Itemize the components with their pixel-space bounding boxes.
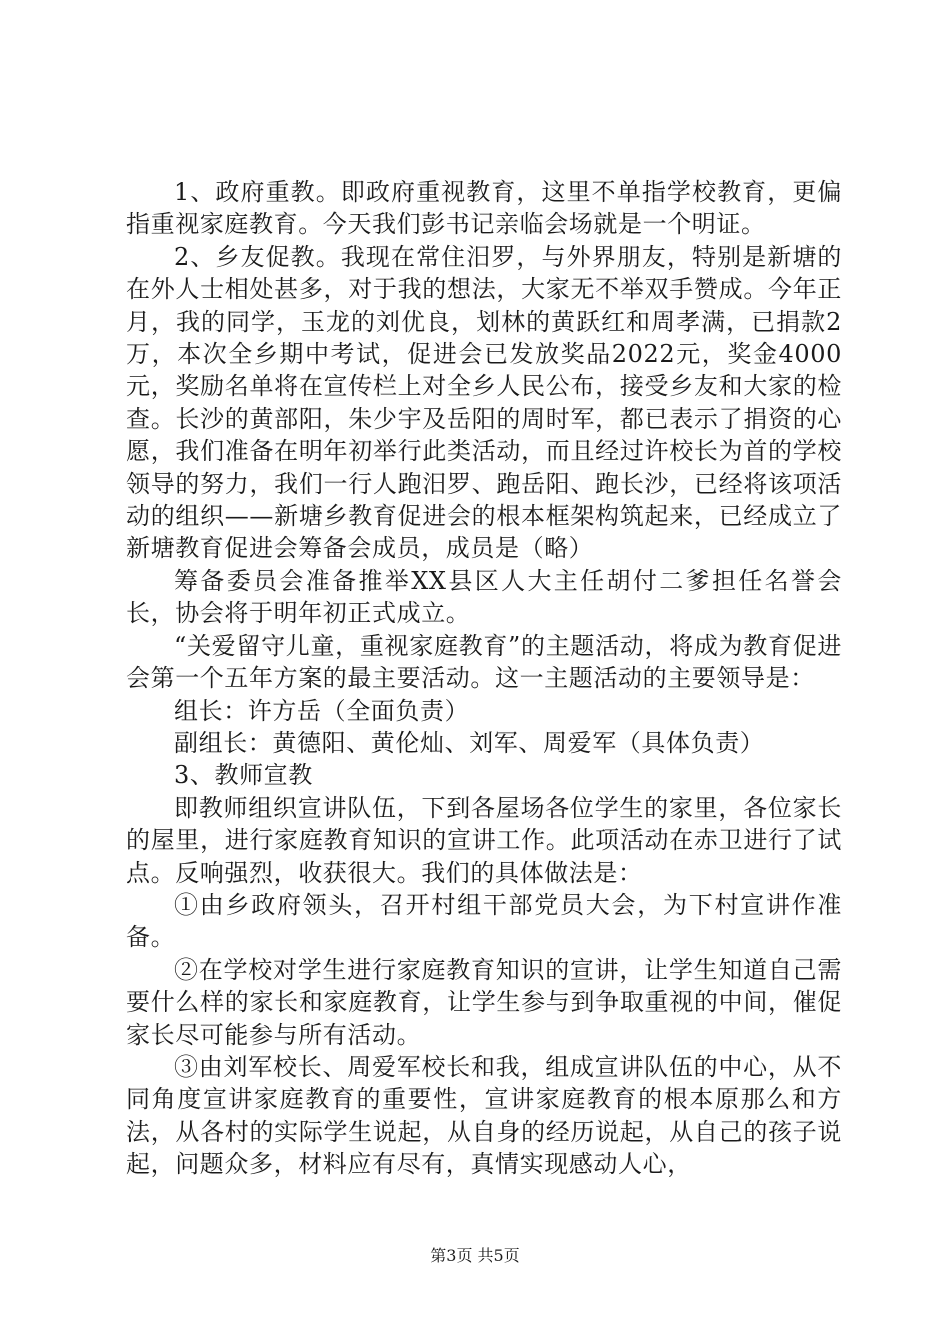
paragraph-step-1: ①由乡政府领头，召开村组干部党员大会，为下村宣讲作准备。	[126, 890, 842, 952]
paragraph-preparatory-committee: 筹备委员会准备推举XX县区人大主任胡付二爹担任名誉会长，协会将于明年初正式成立。	[126, 566, 842, 628]
paragraph-friends-promotion: 2、乡友促教。我现在常住汨罗，与外界朋友，特别是新塘的在外人士相处甚多，对于我的想法，大家无不举双手赞成。今年正月，我的同学，玉龙的刘优良，划林的黄跃红和周孝满，已捐款2万，本次全乡期中考试，促进会已发放奖品2022元，奖金4000元，奖励名单将在宣传栏上对全乡人民公布，接受乡友和大家的检查。长沙的黄部阳，朱少宇及岳阳的周时军，都已表示了捐资的心愿，我们准备在明年初举行此类活动，而且经过许校长为首的学校领导的努力，我们一行人跑汨罗、跑岳阳、跑长沙，已经将该项活动的组织——新塘乡教育促进会的根本框架构筑起来，已经成立了新塘教育促进会筹备会成员，成员是（略）	[126, 242, 842, 563]
page-number-footer: 第3页 共5页	[430, 1246, 520, 1265]
paragraph-teacher-description: 即教师组织宣讲队伍，下到各屋场各位学生的家里，各位家长的屋里，进行家庭教育知识的宣讲工作。此项活动在赤卫进行了试点。反响强烈，收获很大。我们的具体做法是：	[126, 793, 842, 887]
paragraph-theme-activity: “关爱留守儿童，重视家庭教育”的主题活动，将成为教育促进会第一个五年方案的最主要活动。这一主题活动的主要领导是：	[126, 631, 842, 693]
paragraph-government-emphasis: 1、政府重教。即政府重视教育，这里不单指学校教育，更偏指重视家庭教育。今天我们彭书记亲临会场就是一个明证。	[126, 178, 842, 239]
paragraph-step-3: ③由刘军校长、周爱军校长和我，组成宣讲队伍的中心，从不同角度宣讲家庭教育的重要性，宣讲家庭教育的根本原那么和方法，从各村的实际学生说起，从自身的经历说起，从自己的孩子说起，问题众多，材料应有尽有，真情实现感动人心，	[126, 1052, 842, 1179]
paragraph-group-leader: 组长：许方岳（全面负责）	[174, 696, 470, 725]
paragraph-deputy-leaders: 副组长：黄德阳、黄伦灿、刘军、周爱军（具体负责）	[174, 728, 765, 757]
paragraph-teacher-heading: 3、教师宣教	[174, 761, 313, 790]
paragraph-step-2: ②在学校对学生进行家庭教育知识的宣讲，让学生知道自己需要什么样的家长和家庭教育，让学生参与到争取重视的中间，催促家长尽可能参与所有活动。	[126, 955, 842, 1049]
body-text	[126, 176, 842, 1181]
